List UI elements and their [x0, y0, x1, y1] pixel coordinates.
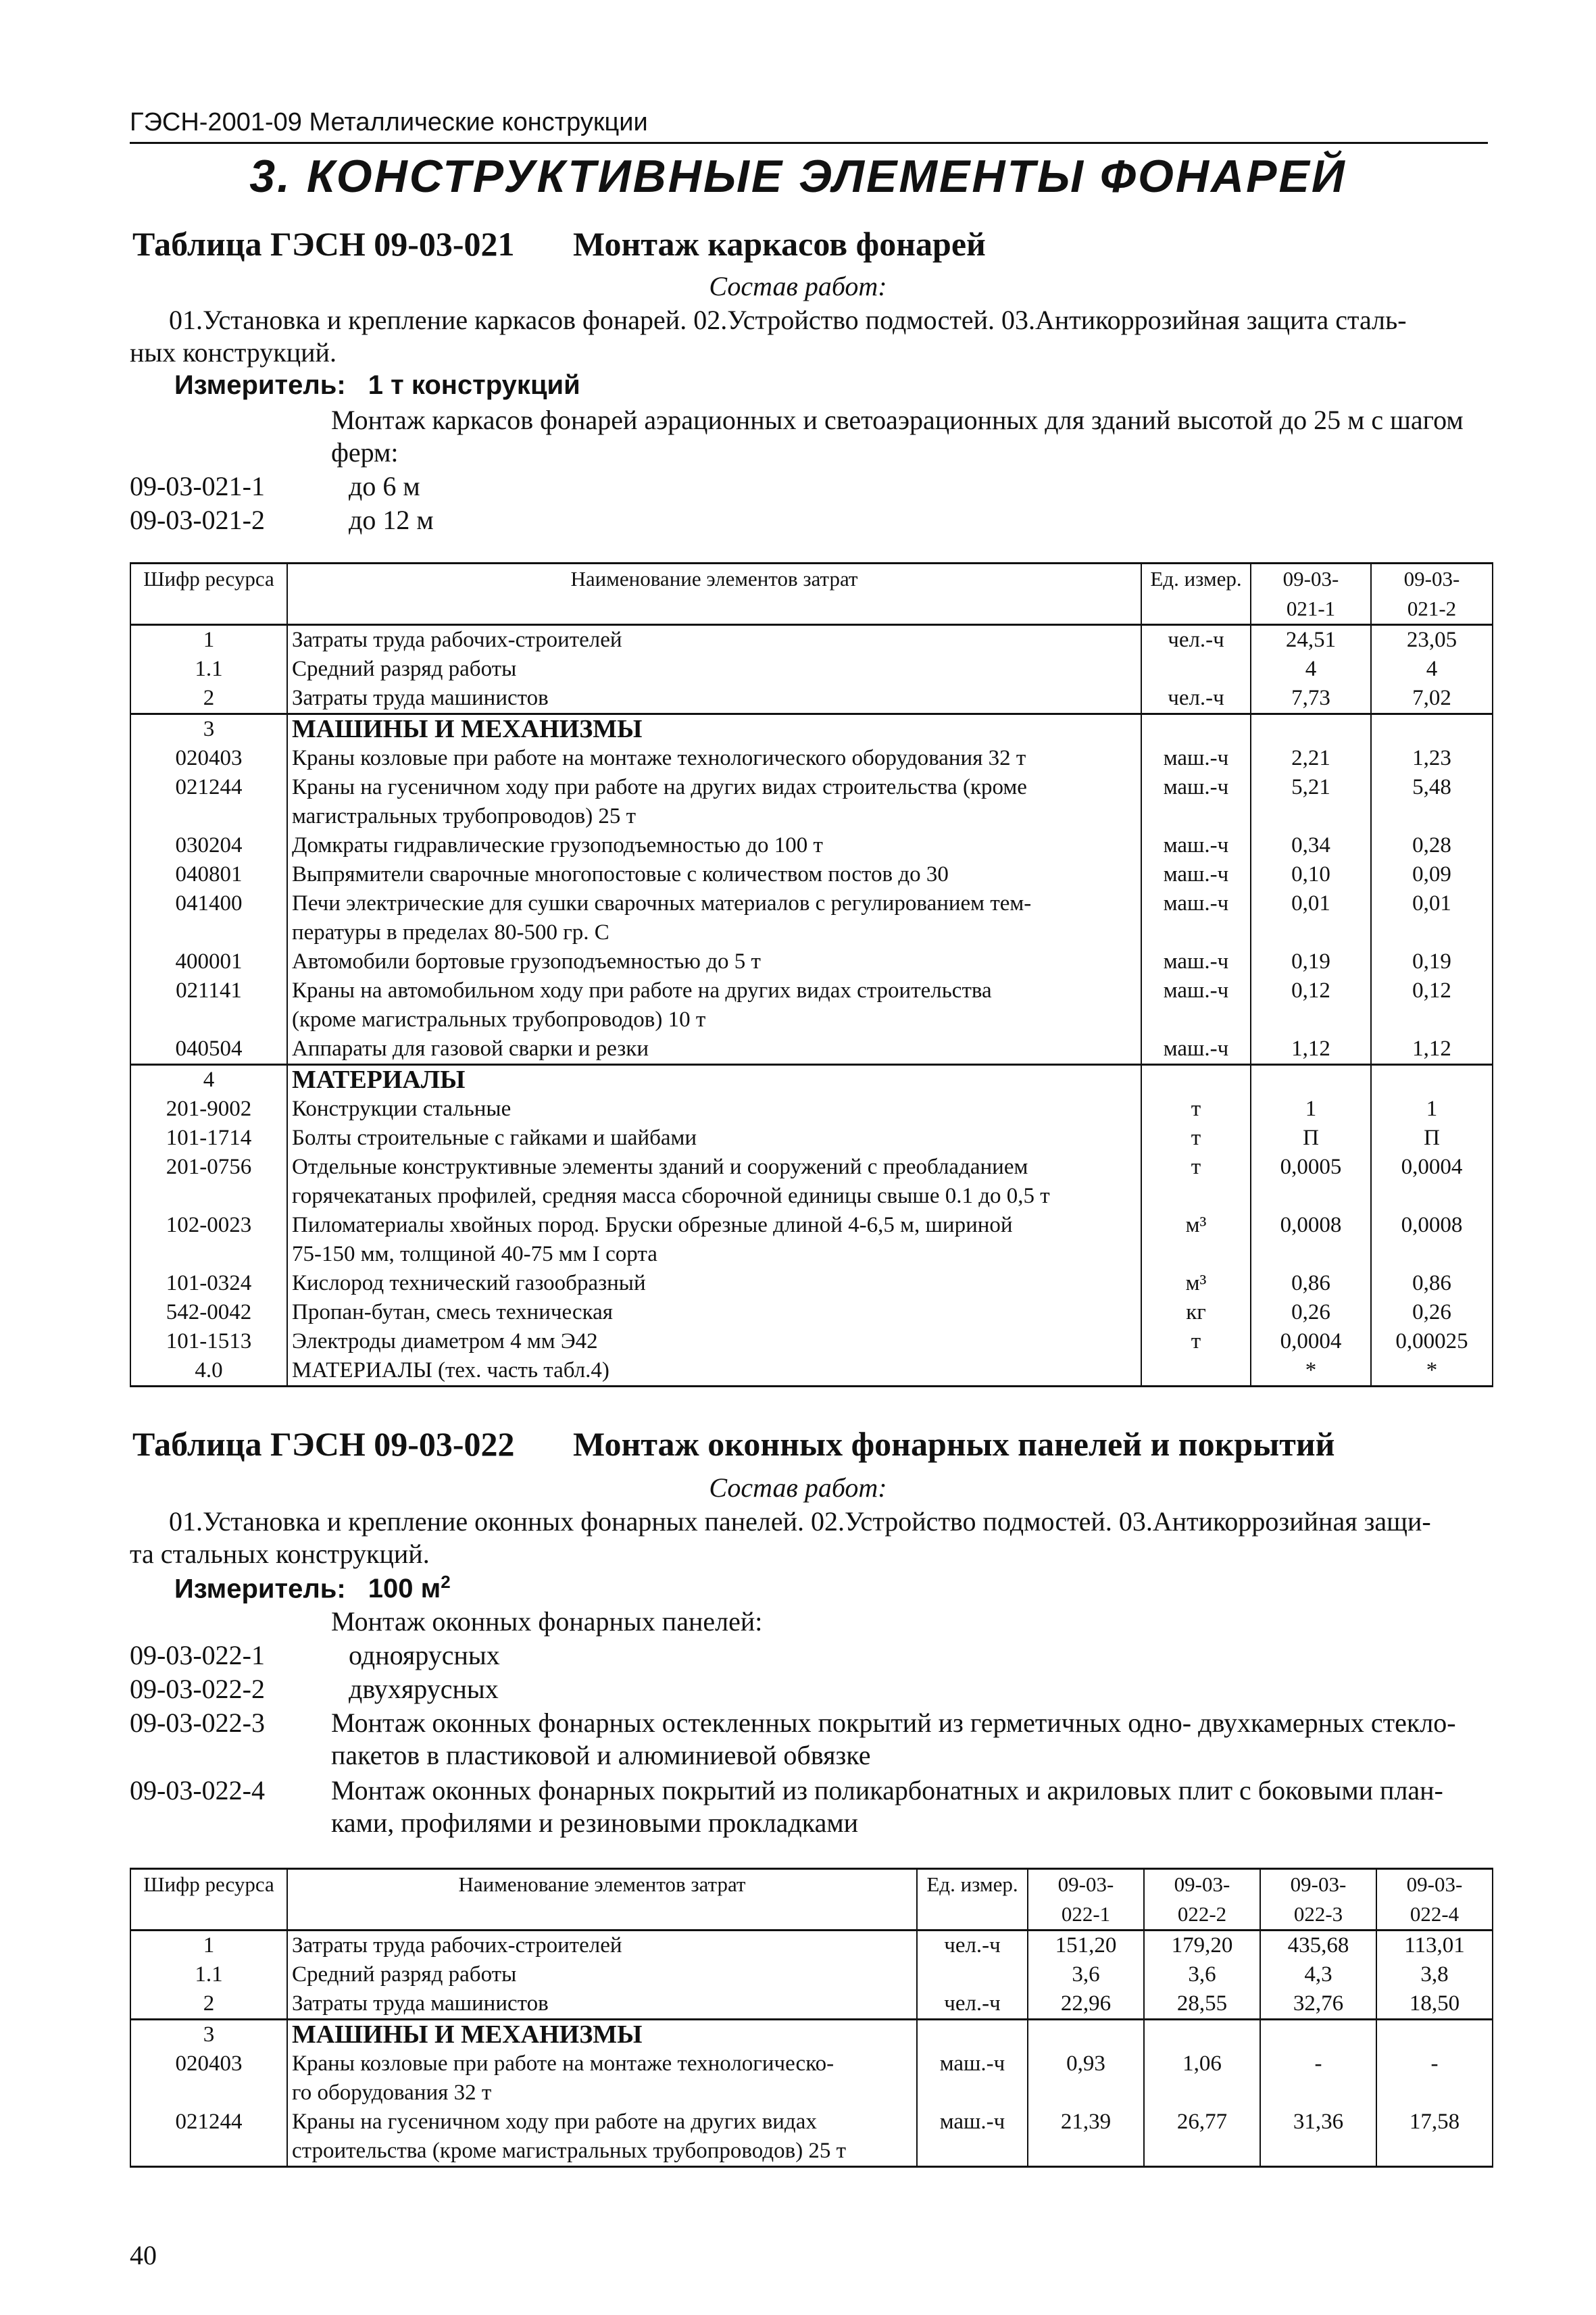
- norm-value: -: [1376, 2049, 1493, 2108]
- table-row: [130, 1931, 1493, 1961]
- resource-unit: [917, 2020, 1028, 2050]
- header-line: 09-03-: [1057, 1872, 1114, 1896]
- resource-name: [287, 889, 1141, 947]
- header-line: 022-4: [1410, 1902, 1460, 1926]
- norm-value: 1: [1251, 1095, 1371, 1124]
- table2-resources: [130, 1868, 1493, 2168]
- norm-value: 0,86: [1371, 1269, 1493, 1298]
- table2-heading: [132, 1424, 1335, 1464]
- header-norm-column: [1251, 564, 1371, 625]
- header-line: 09-03-: [1282, 567, 1339, 591]
- table-row: [130, 1989, 1493, 2020]
- table1-norm-1: [130, 470, 265, 502]
- header-norm-column: [1028, 1869, 1144, 1931]
- norm-value: 0,28: [1371, 831, 1493, 860]
- name-line: 75-150 мм, толщиной 40-75 мм I сорта: [292, 1242, 657, 1266]
- resource-unit: м³: [1141, 1269, 1251, 1298]
- resource-unit: маш.-ч: [917, 2108, 1028, 2167]
- table2-unit-value: 100 м: [368, 1574, 441, 1604]
- table-row: [130, 1035, 1493, 1065]
- name-line: Краны козловые при работе на монтаже технологического оборудования 32 т: [292, 746, 1026, 770]
- name-line: МАШИНЫ И МЕХАНИЗМЫ: [292, 2020, 643, 2049]
- section-title: 3. КОНСТРУКТИВНЫЕ ЭЛЕМЕНТЫ ФОНАРЕЙ: [249, 151, 1347, 202]
- name-line: Печи электрические для сушки сварочных материалов с регулированием тем-: [292, 891, 1032, 916]
- table1-heading: [132, 224, 986, 264]
- norm-value: [1144, 2020, 1260, 2050]
- name-line: Выпрямители сварочные многопостовые с количеством постов до 30: [292, 862, 949, 887]
- norm-value: 0,0008: [1371, 1211, 1493, 1269]
- table2-unit-label: Измеритель:: [174, 1574, 346, 1604]
- table2-norm-1-text: одноярусных: [349, 1640, 500, 1670]
- resource-code: 102-0023: [130, 1211, 287, 1269]
- norm-value: 22,96: [1028, 1989, 1144, 2020]
- table-row: [130, 1269, 1493, 1298]
- table-row: [130, 684, 1493, 714]
- table-row: [130, 773, 1493, 831]
- table1-resources: [130, 562, 1493, 1387]
- resource-code: 021244: [130, 773, 287, 831]
- norm-value: 32,76: [1260, 1989, 1376, 2020]
- resource-code: 1: [130, 1931, 287, 1961]
- norm-value: 0,01: [1251, 889, 1371, 947]
- resource-code: 030204: [130, 831, 287, 860]
- name-line: Аппараты для газовой сварки и резки: [292, 1037, 649, 1061]
- norm-value: *: [1251, 1356, 1371, 1387]
- resource-unit: маш.-ч: [1141, 947, 1251, 976]
- table1-composition-line1: 01.Установка и крепление каркасов фонарей. 02.Устройство подмостей. 03.Антикоррозийная защита сталь-: [169, 305, 1407, 335]
- table-row: [130, 1211, 1493, 1269]
- norm-value: 4,3: [1260, 1960, 1376, 1989]
- resource-unit: маш.-ч: [1141, 773, 1251, 831]
- table2-name: Монтаж оконных фонарных панелей и покрытий: [573, 1425, 1335, 1463]
- header-line: 022-1: [1061, 1902, 1111, 1926]
- resource-code: 020403: [130, 744, 287, 773]
- table2-norm-2-text: двухярусных: [349, 1674, 499, 1704]
- resource-unit: кг: [1141, 1298, 1251, 1327]
- table-row: [130, 1065, 1493, 1095]
- resource-code: 040801: [130, 860, 287, 889]
- resource-name: [287, 831, 1141, 860]
- table2-unit: [174, 1572, 451, 1604]
- table-row: [130, 1327, 1493, 1356]
- name-line: Средний разряд работы: [292, 1962, 517, 1987]
- norm-value: [1371, 1065, 1493, 1095]
- table-row: [130, 1124, 1493, 1153]
- norm-value: 113,01: [1376, 1931, 1493, 1961]
- resource-unit: т: [1141, 1327, 1251, 1356]
- resource-unit: м³: [1141, 1211, 1251, 1269]
- name-line: магистральных трубопроводов) 25 т: [292, 804, 637, 828]
- name-line: строительства (кроме магистральных трубопроводов) 25 т: [292, 2139, 847, 2163]
- name-line: Пропан-бутан, смесь техническая: [292, 1300, 613, 1324]
- table2-composition-text: [130, 1505, 1491, 1570]
- resource-unit: маш.-ч: [1141, 976, 1251, 1035]
- norm-code: 09-03-021-2: [130, 505, 265, 535]
- norm-code: 09-03-021-1: [130, 471, 265, 501]
- resource-name: [287, 1960, 917, 1989]
- resource-code: 3: [130, 2020, 287, 2050]
- resource-name: [287, 947, 1141, 976]
- resource-unit: [917, 1960, 1028, 1989]
- name-line: Краны козловые при работе на монтаже технологическо-: [292, 2051, 834, 2076]
- norm-value: 18,50: [1376, 1989, 1493, 2020]
- resource-name: [287, 1211, 1141, 1269]
- table2-norm-1-code: 09-03-022-1: [130, 1640, 265, 1670]
- resource-code: 101-1513: [130, 1327, 287, 1356]
- norm-value: 1: [1371, 1095, 1493, 1124]
- resource-unit: [1141, 1356, 1251, 1387]
- resource-code: 1.1: [130, 655, 287, 684]
- table-row: [130, 2108, 1493, 2167]
- table1-name: Монтаж каркасов фонарей: [573, 225, 986, 263]
- norm-text-line1: Монтаж оконных фонарных остекленных покрытий из герметичных одно- двухкамерных стекло-: [331, 1708, 1456, 1738]
- header-norm-column: [1260, 1869, 1376, 1931]
- norm-value: 1,12: [1251, 1035, 1371, 1065]
- norm-value: 0,12: [1371, 976, 1493, 1035]
- table2-label: Таблица ГЭСН 09-03-022: [132, 1425, 515, 1463]
- table2-norm-4-text: [331, 1774, 1491, 1839]
- resource-name: [287, 976, 1141, 1035]
- norm-value: [1371, 714, 1493, 745]
- header-line: 09-03-: [1403, 567, 1460, 591]
- norm-value: 31,36: [1260, 2108, 1376, 2167]
- table2-composition-label: Состав работ:: [709, 1472, 887, 1503]
- resource-name: [287, 773, 1141, 831]
- table1-desc-line1: Монтаж каркасов фонарей аэрационных и светоаэрационных для зданий высотой до 25 м с шагом: [331, 405, 1464, 435]
- norm-value: 0,19: [1371, 947, 1493, 976]
- header-norm-column: [1371, 564, 1493, 625]
- norm-value: 4: [1371, 655, 1493, 684]
- resource-unit: [1141, 1065, 1251, 1095]
- resource-name: [287, 2049, 917, 2108]
- norm-value: 23,05: [1371, 625, 1493, 655]
- norm-value: 2,21: [1251, 744, 1371, 773]
- resource-code: 041400: [130, 889, 287, 947]
- table1-desc-line2: ферм:: [331, 437, 399, 468]
- name-line: Затраты труда рабочих-строителей: [292, 1933, 622, 1958]
- resource-unit: т: [1141, 1153, 1251, 1211]
- resource-name: [287, 1298, 1141, 1327]
- header-line: 021-2: [1407, 597, 1457, 620]
- table-row: [130, 744, 1493, 773]
- resource-name: [287, 2108, 917, 2167]
- name-line: Краны на автомобильном ходу при работе на других видах строительства: [292, 978, 992, 1003]
- norm-value: 3,6: [1028, 1960, 1144, 1989]
- norm-value: 0,0005: [1251, 1153, 1371, 1211]
- table-row: [130, 860, 1493, 889]
- resource-code: 3: [130, 714, 287, 745]
- resource-unit: маш.-ч: [1141, 889, 1251, 947]
- name-line: Затраты труда машинистов: [292, 1991, 549, 2016]
- norm-value: [1028, 2020, 1144, 2050]
- header-name: Наименование элементов затрат: [287, 1869, 917, 1931]
- table2-desc-line1: Монтаж оконных фонарных панелей:: [331, 1606, 763, 1637]
- name-line: Краны на гусеничном ходу при работе на других видах строительства (кроме: [292, 775, 1027, 799]
- norm-value: 151,20: [1028, 1931, 1144, 1961]
- resource-unit: маш.-ч: [1141, 831, 1251, 860]
- norm-value: 24,51: [1251, 625, 1371, 655]
- table-row: [130, 714, 1493, 745]
- header-norm-column: [1144, 1869, 1260, 1931]
- table-row: [130, 2049, 1493, 2108]
- norm-value: 0,26: [1371, 1298, 1493, 1327]
- norm-text-line1: Монтаж оконных фонарных покрытий из поликарбонатных и акриловых плит с боковыми план-: [331, 1775, 1443, 1806]
- norm-value: 0,01: [1371, 889, 1493, 947]
- resource-unit: маш.-ч: [917, 2049, 1028, 2108]
- table-row: [130, 947, 1493, 976]
- norm-value: 28,55: [1144, 1989, 1260, 2020]
- norm-value: 435,68: [1260, 1931, 1376, 1961]
- table2-composition-line1: 01.Установка и крепление оконных фонарных панелей. 02.Устройство подмостей. 03.Антикоррозийная защи-: [169, 1506, 1431, 1537]
- norm-value: 1,23: [1371, 744, 1493, 773]
- resource-name: [287, 860, 1141, 889]
- table2-norm-3-text: [331, 1707, 1491, 1772]
- header-name: Наименование элементов затрат: [287, 564, 1141, 625]
- norm-value: 4: [1251, 655, 1371, 684]
- name-line: Электроды диаметром 4 мм Э42: [292, 1329, 598, 1353]
- header-line: 022-2: [1177, 1902, 1227, 1926]
- resource-name: [287, 1153, 1141, 1211]
- table-row: [130, 655, 1493, 684]
- resource-name: [287, 1356, 1141, 1387]
- resource-code: 201-0756: [130, 1153, 287, 1211]
- resource-unit: чел.-ч: [1141, 684, 1251, 714]
- norm-value: *: [1371, 1356, 1493, 1387]
- table-row: [130, 1960, 1493, 1989]
- resource-unit: т: [1141, 1095, 1251, 1124]
- header-line: 09-03-: [1290, 1872, 1347, 1896]
- name-line: МАШИНЫ И МЕХАНИЗМЫ: [292, 715, 643, 743]
- header-line: 021-1: [1286, 597, 1336, 620]
- norm-value: П: [1251, 1124, 1371, 1153]
- norm-value: 0,34: [1251, 831, 1371, 860]
- header-code: Шифр ресурса: [130, 1869, 287, 1931]
- resource-name: [287, 1124, 1141, 1153]
- header-norm-column: [1376, 1869, 1493, 1931]
- name-line: Конструкции стальные: [292, 1097, 512, 1121]
- norm-value: 17,58: [1376, 2108, 1493, 2167]
- resource-unit: т: [1141, 1124, 1251, 1153]
- resource-name: [287, 655, 1141, 684]
- table2-body: [130, 1931, 1493, 2167]
- name-line: (кроме магистральных трубопроводов) 10 т: [292, 1007, 706, 1032]
- resource-unit: чел.-ч: [917, 1989, 1028, 2020]
- name-line: Болты строительные с гайками и шайбами: [292, 1126, 697, 1150]
- resource-name: [287, 1327, 1141, 1356]
- name-line: Краны на гусеничном ходу при работе на других видах: [292, 2110, 817, 2134]
- name-line: Кислород технический газообразный: [292, 1271, 646, 1295]
- resource-unit: [1141, 714, 1251, 745]
- resource-code: 021141: [130, 976, 287, 1035]
- table-row: [130, 1298, 1493, 1327]
- norm-value: 26,77: [1144, 2108, 1260, 2167]
- header-line: 09-03-: [1174, 1872, 1230, 1896]
- resource-code: 400001: [130, 947, 287, 976]
- table2-norm-3-code: 09-03-022-3: [130, 1708, 265, 1738]
- norm-value: 0,26: [1251, 1298, 1371, 1327]
- header-rule: [130, 142, 1488, 144]
- resource-unit: [1141, 655, 1251, 684]
- name-line: Автомобили бортовые грузоподъемностью до 5 т: [292, 949, 761, 974]
- resource-code: 021244: [130, 2108, 287, 2167]
- norm-value: 0,00025: [1371, 1327, 1493, 1356]
- norm-value: 7,02: [1371, 684, 1493, 714]
- norm-value: -: [1260, 2049, 1376, 2108]
- table1-norm-1-text: до 6 м: [349, 471, 420, 501]
- norm-text-line2: ками, профилями и резиновыми прокладками: [331, 1808, 859, 1838]
- name-line: го оборудования 32 т: [292, 2081, 492, 2105]
- resource-code: 4: [130, 1065, 287, 1095]
- name-line: Средний разряд работы: [292, 657, 517, 681]
- norm-value: 5,21: [1251, 773, 1371, 831]
- resource-unit: маш.-ч: [1141, 860, 1251, 889]
- name-line: Пиломатериалы хвойных пород. Бруски обрезные длиной 4-6,5 м, шириной: [292, 1213, 1013, 1237]
- table1-composition-line2: ных конструкций.: [130, 337, 336, 368]
- resource-code: 2: [130, 684, 287, 714]
- resource-name: [287, 1989, 917, 2020]
- table1-body: [130, 625, 1493, 1387]
- name-line: Отдельные конструктивные элементы зданий и сооружений с преобладанием: [292, 1155, 1028, 1179]
- norm-value: 0,10: [1251, 860, 1371, 889]
- norm-value: 0,09: [1371, 860, 1493, 889]
- resource-name: [287, 1095, 1141, 1124]
- table2-norm-4-code: 09-03-022-4: [130, 1775, 265, 1806]
- norm-value: 1,12: [1371, 1035, 1493, 1065]
- resource-code: 1.1: [130, 1960, 287, 1989]
- norm-value: 3,8: [1376, 1960, 1493, 1989]
- header-line: 022-3: [1293, 1902, 1343, 1926]
- table1-norm-2: [130, 504, 265, 536]
- table2-composition-line2: та стальных конструкций.: [130, 1539, 430, 1569]
- norm-value: 5,48: [1371, 773, 1493, 831]
- norm-text-line2: пакетов в пластиковой и алюминиевой обвязке: [331, 1740, 871, 1770]
- resource-code: 101-1714: [130, 1124, 287, 1153]
- header-line: 09-03-: [1406, 1872, 1463, 1896]
- table-row: [130, 1095, 1493, 1124]
- header-code: Шифр ресурса: [130, 564, 287, 625]
- norm-value: 0,86: [1251, 1269, 1371, 1298]
- table-row: [130, 831, 1493, 860]
- norm-value: 0,0004: [1251, 1327, 1371, 1356]
- norm-value: 0,93: [1028, 2049, 1144, 2108]
- table-row: [130, 1356, 1493, 1387]
- norm-value: [1376, 2020, 1493, 2050]
- resource-code: 1: [130, 625, 287, 655]
- norm-value: [1251, 714, 1371, 745]
- resource-name: [287, 684, 1141, 714]
- table1-unit: [174, 370, 580, 401]
- name-line: пературы в пределах 80-500 гр. С: [292, 920, 609, 945]
- table1-header-row: [130, 564, 1493, 625]
- resource-unit: маш.-ч: [1141, 1035, 1251, 1065]
- name-line: Домкраты гидравлические грузоподъемностью до 100 т: [292, 833, 823, 857]
- resource-code: 2: [130, 1989, 287, 2020]
- header-unit: Ед. измер.: [917, 1869, 1028, 1931]
- table2-header-row: [130, 1869, 1493, 1931]
- table1-description: [331, 404, 1491, 469]
- norm-value: 0,19: [1251, 947, 1371, 976]
- norm-value: 0,12: [1251, 976, 1371, 1035]
- header-unit: Ед. измер.: [1141, 564, 1251, 625]
- name-line: Затраты труда рабочих-строителей: [292, 628, 622, 652]
- name-line: Затраты труда машинистов: [292, 686, 549, 710]
- resource-name: [287, 744, 1141, 773]
- norm-value: [1260, 2020, 1376, 2050]
- norm-value: 3,6: [1144, 1960, 1260, 1989]
- norm-value: 7,73: [1251, 684, 1371, 714]
- resource-name: [287, 2020, 917, 2050]
- name-line: МАТЕРИАЛЫ: [292, 1066, 466, 1094]
- table-row: [130, 889, 1493, 947]
- resource-code: 040504: [130, 1035, 287, 1065]
- table1-norm-2-text: до 12 м: [349, 505, 434, 535]
- table1-composition-label: Состав работ:: [709, 271, 887, 301]
- norm-value: 1,06: [1144, 2049, 1260, 2108]
- name-line: МАТЕРИАЛЫ (тех. часть табл.4): [292, 1358, 609, 1383]
- table2-unit-sup: 2: [441, 1572, 451, 1592]
- resource-name: [287, 1065, 1141, 1095]
- table1-composition-text: [130, 304, 1491, 369]
- resource-name: [287, 1269, 1141, 1298]
- resource-code: 020403: [130, 2049, 287, 2108]
- table-row: [130, 976, 1493, 1035]
- resource-code: 201-9002: [130, 1095, 287, 1124]
- running-head: ГЭСН-2001-09 Металлические конструкции: [130, 108, 648, 136]
- table-row: [130, 625, 1493, 655]
- resource-unit: чел.-ч: [1141, 625, 1251, 655]
- resource-name: [287, 1931, 917, 1961]
- table1-unit-label: Измеритель:: [174, 370, 346, 400]
- resource-code: 4.0: [130, 1356, 287, 1387]
- table1-label: Таблица ГЭСН 09-03-021: [132, 225, 515, 263]
- norm-value: 21,39: [1028, 2108, 1144, 2167]
- name-line: горячекатаных профилей, средняя масса сборочной единицы свыше 0.1 до 0,5 т: [292, 1184, 1050, 1208]
- resource-name: [287, 1035, 1141, 1065]
- resource-name: [287, 625, 1141, 655]
- norm-value: [1251, 1065, 1371, 1095]
- norm-value: П: [1371, 1124, 1493, 1153]
- norm-value: 0,0004: [1371, 1153, 1493, 1211]
- resource-name: [287, 714, 1141, 745]
- resource-code: 542-0042: [130, 1298, 287, 1327]
- norm-value: 179,20: [1144, 1931, 1260, 1961]
- resource-unit: чел.-ч: [917, 1931, 1028, 1961]
- page-number: 40: [130, 2240, 157, 2270]
- table-row: [130, 1153, 1493, 1211]
- table2-norm-2-code: 09-03-022-2: [130, 1674, 265, 1704]
- resource-code: 101-0324: [130, 1269, 287, 1298]
- table1-unit-value: 1 т конструкций: [368, 370, 580, 400]
- resource-unit: маш.-ч: [1141, 744, 1251, 773]
- table-row: [130, 2020, 1493, 2050]
- norm-value: 0,0008: [1251, 1211, 1371, 1269]
